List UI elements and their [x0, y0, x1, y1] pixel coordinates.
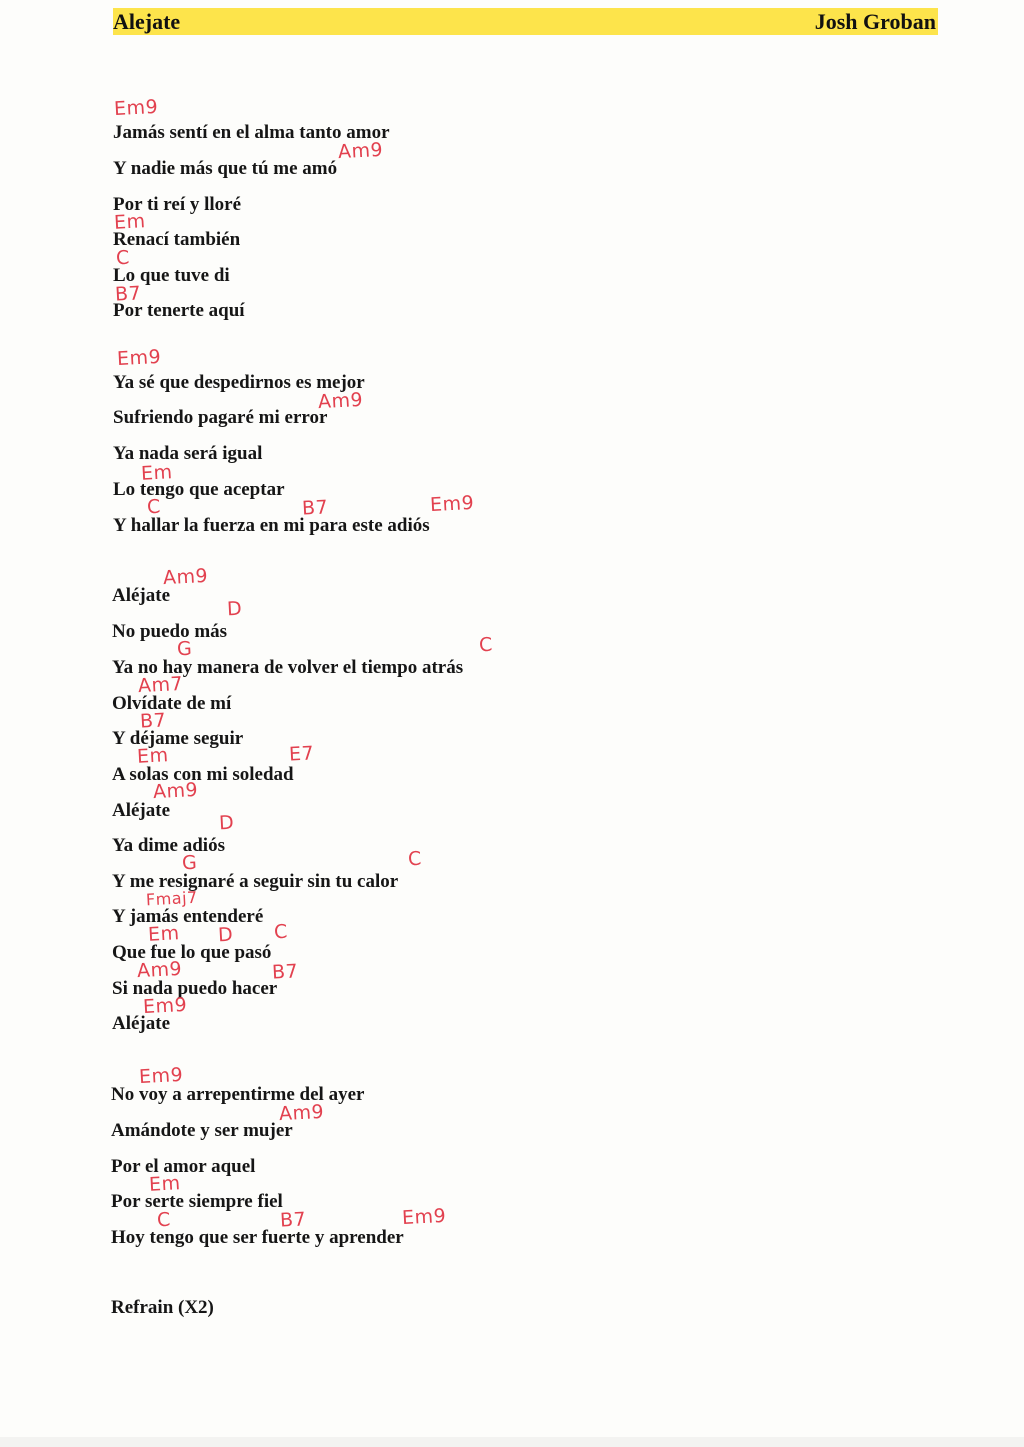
lyric-line: Sufriendo pagaré mi error — [113, 407, 328, 428]
scan-edge — [0, 1437, 1024, 1447]
lyric-line: Ya nada será igual — [113, 443, 263, 464]
lyric-line: Y jamás entenderé — [112, 906, 264, 927]
lyric-line: Que fue lo que pasó — [112, 942, 272, 963]
chord-label: Em9 — [401, 1204, 447, 1230]
lyric-line: No voy a arrepentirme del ayer — [111, 1084, 365, 1105]
lyric-line: Por serte siempre fiel — [111, 1191, 283, 1212]
chord-label: B7 — [114, 282, 142, 306]
chord-label: B7 — [139, 709, 167, 733]
lyric-line: Olvídate de mí — [112, 693, 232, 714]
chord-label: Am9 — [162, 564, 209, 590]
chord-label: Em — [140, 461, 174, 485]
refrain-note: Refrain (X2) — [111, 1297, 214, 1318]
chord-label: Am7 — [137, 672, 184, 698]
lyric-line: Ya sé que despedirnos es mejor — [113, 372, 365, 393]
lyric-line: Por ti reí y lloré — [113, 194, 242, 215]
chord-label: G — [181, 851, 198, 875]
chord-label: Am9 — [278, 1100, 325, 1126]
chord-label: C — [273, 920, 289, 944]
lyric-line: A solas con mi soledad — [112, 764, 294, 785]
lyric-line: Si nada puedo hacer — [112, 978, 278, 999]
song-title: Alejate — [113, 9, 181, 34]
chord-label: E7 — [288, 742, 315, 766]
chord-label: C — [478, 633, 494, 657]
chord-label: D — [226, 597, 243, 621]
chord-label: C — [146, 495, 162, 519]
lyric-line: Aléjate — [112, 585, 171, 606]
lyric-line: Ya dime adiós — [112, 835, 225, 856]
lyric-line: Lo que tuve di — [113, 265, 230, 286]
lyric-line: Aléjate — [112, 800, 171, 821]
chord-label: Em — [148, 1172, 182, 1196]
chord-label: Em — [147, 922, 181, 946]
chord-label: C — [156, 1208, 172, 1232]
lyric-line: Aléjate — [112, 1013, 171, 1034]
lyric-line: Lo tengo que aceptar — [113, 479, 285, 500]
chord-label: Em — [136, 744, 170, 768]
lyric-line: Ya no hay manera de volver el tiempo atrás — [112, 657, 464, 678]
chord-label: Am9 — [136, 957, 183, 983]
chord-label: B7 — [301, 496, 329, 520]
chord-label: D — [217, 923, 234, 947]
chord-label: Am9 — [317, 388, 364, 414]
lyric-line: Jamás sentí en el alma tanto amor — [113, 122, 390, 143]
chord-label: Em — [113, 210, 147, 234]
lyric-line: Renací también — [113, 229, 241, 250]
chord-label: Am9 — [152, 778, 199, 804]
chord-label: C — [115, 246, 131, 270]
lyric-line: Hoy tengo que ser fuerte y aprender — [111, 1227, 404, 1248]
lyric-line: Por tenerte aquí — [113, 300, 245, 321]
lyric-line: Y hallar la fuerza en mi para este adiós — [113, 515, 430, 536]
chord-label: Em9 — [116, 345, 162, 371]
lyric-line: Y me resignaré a seguir sin tu calor — [112, 871, 399, 892]
lyric-line: No puedo más — [112, 621, 228, 642]
lyric-line: Y nadie más que tú me amó — [113, 158, 338, 179]
chord-label: G — [176, 637, 193, 661]
title-bar — [113, 8, 938, 35]
chord-label: Em9 — [138, 1063, 184, 1089]
chord-label: Em9 — [113, 95, 159, 121]
lyric-line: Y déjame seguir — [112, 728, 244, 749]
chord-label: Fmaj7 — [145, 887, 199, 910]
chord-label: B7 — [271, 960, 299, 984]
lyric-line: Amándote y ser mujer — [111, 1120, 293, 1141]
chord-label: C — [407, 847, 423, 871]
chord-label: Am9 — [337, 138, 384, 164]
chord-label: Em9 — [142, 993, 188, 1019]
artist-name: Josh Groban — [814, 9, 936, 34]
chord-label: Em9 — [429, 491, 475, 517]
chord-label: B7 — [279, 1208, 307, 1232]
chord-label: D — [218, 811, 235, 835]
lyric-line: Por el amor aquel — [111, 1156, 256, 1177]
